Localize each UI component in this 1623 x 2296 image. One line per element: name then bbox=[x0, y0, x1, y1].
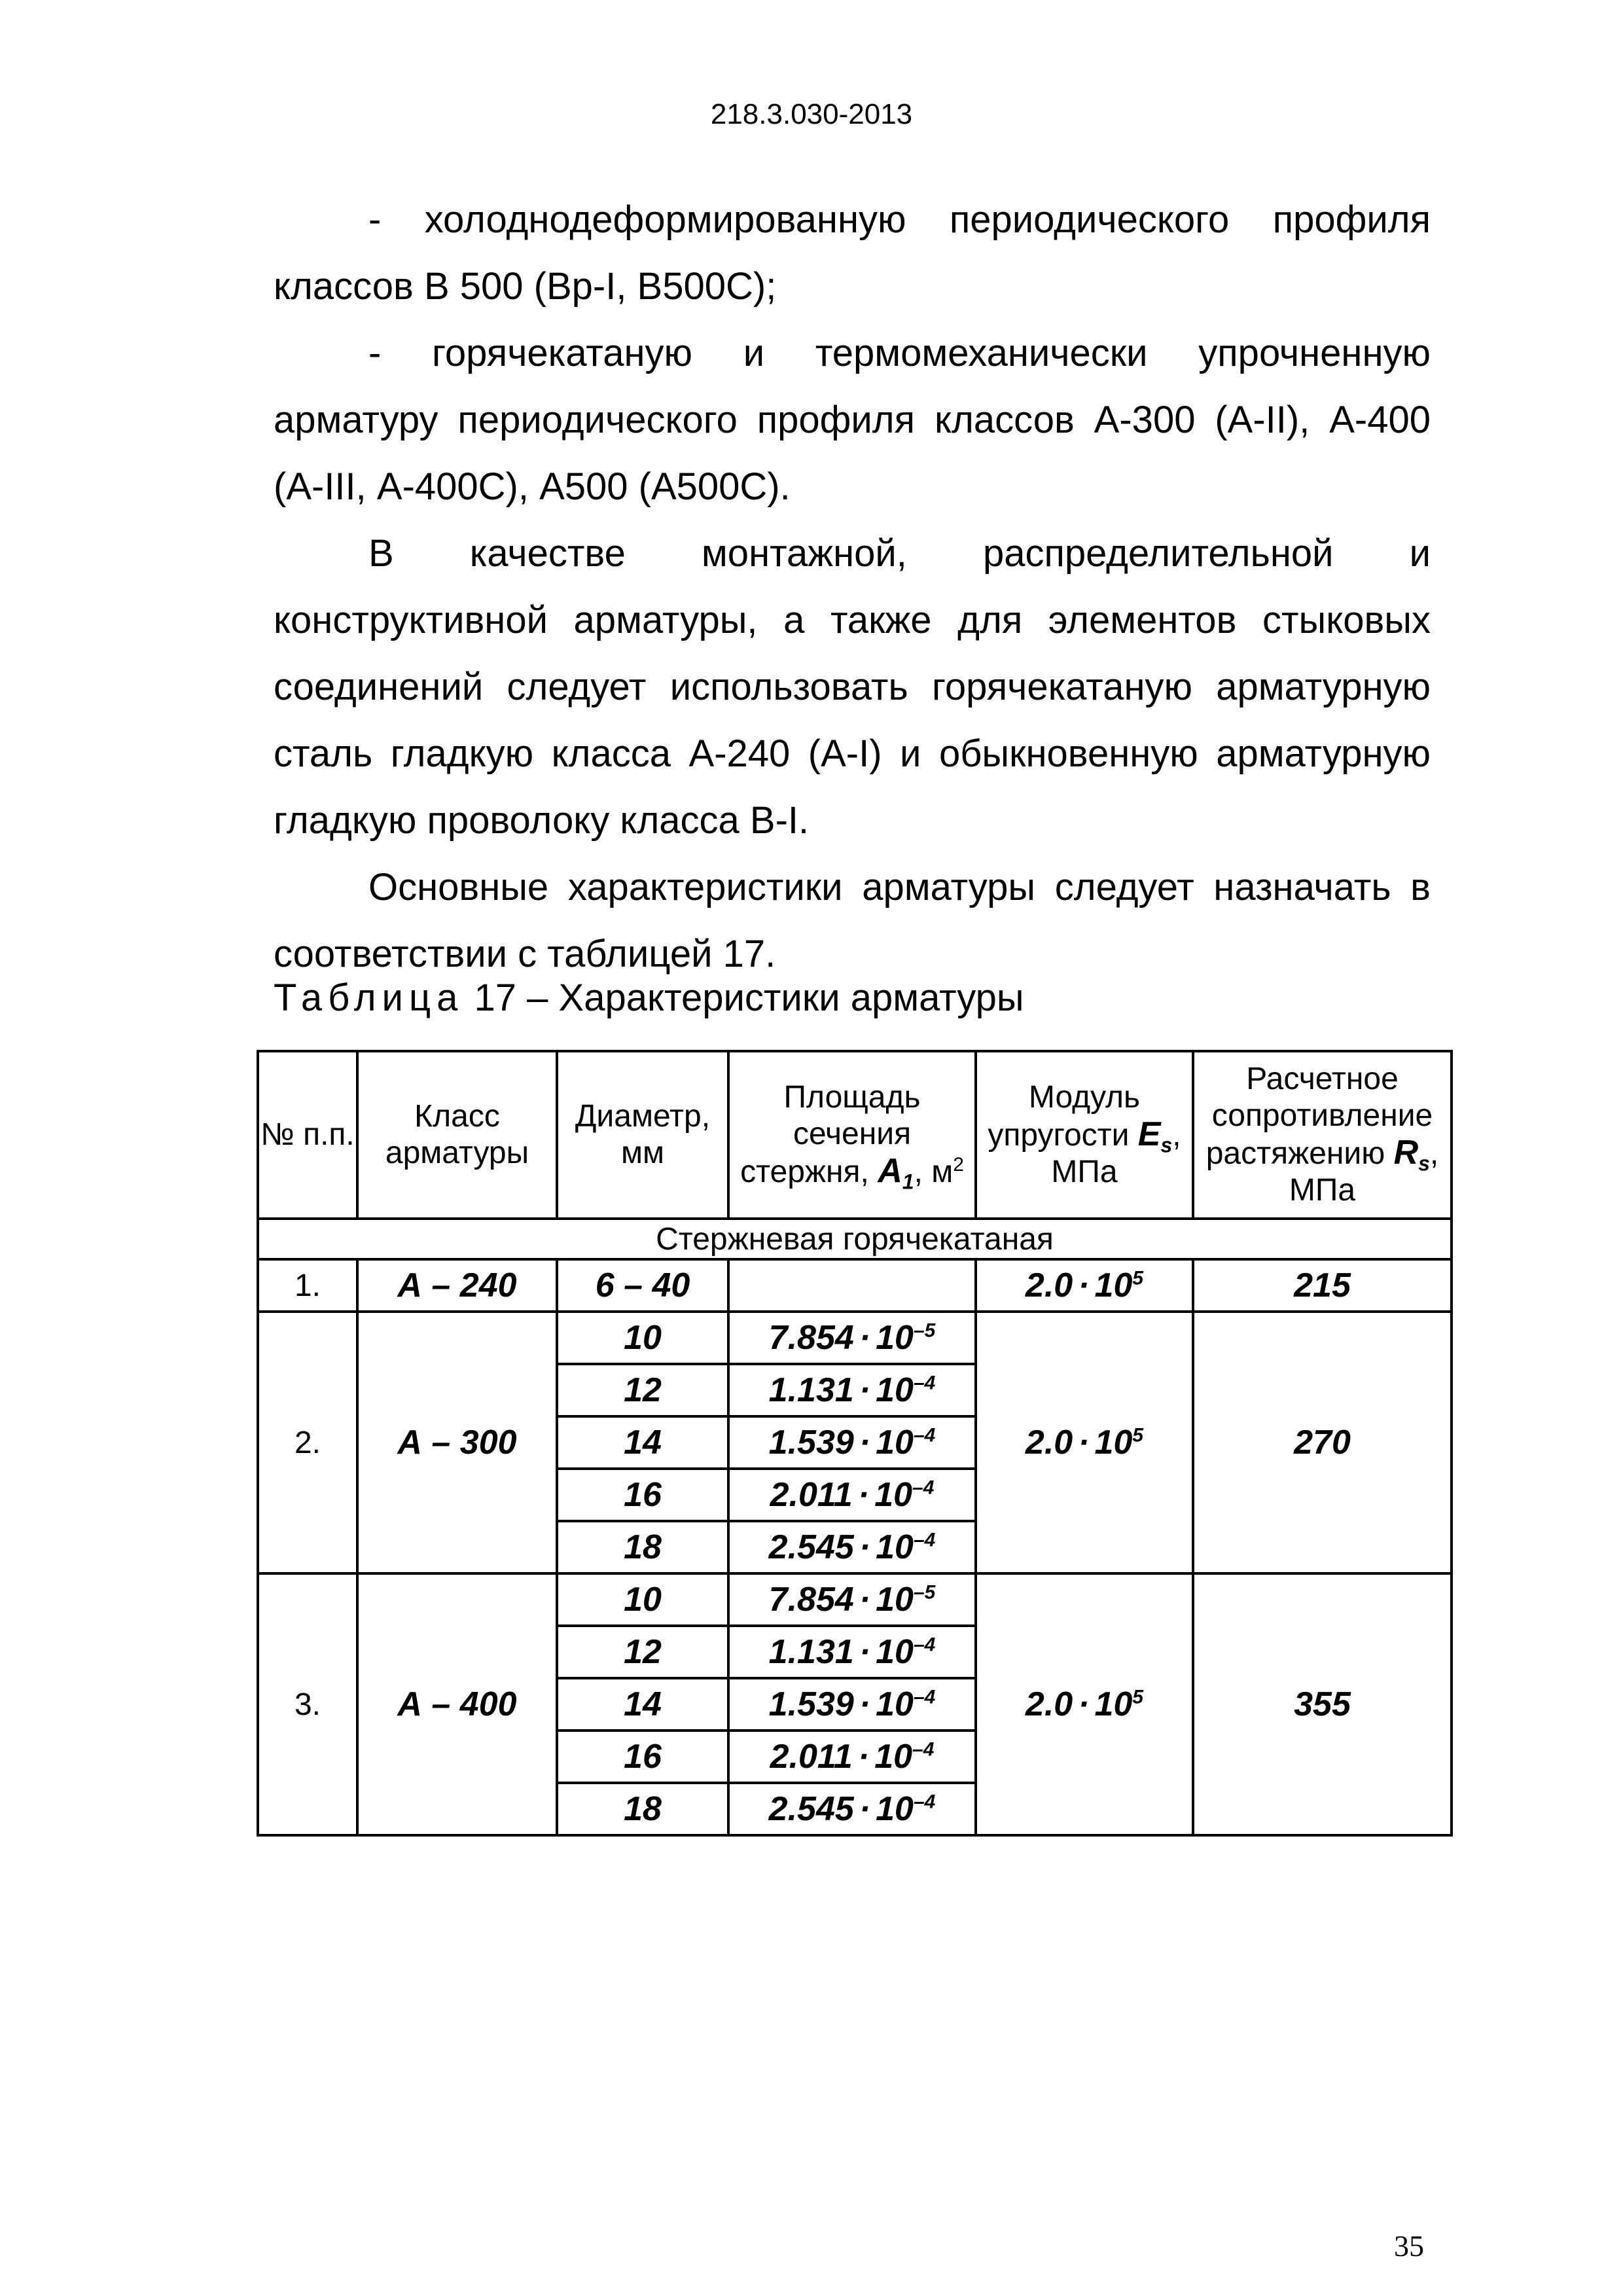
header-class: Класс арматуры bbox=[357, 1051, 557, 1219]
table-caption bbox=[274, 975, 1024, 1021]
table-caption-title: 17 – Характеристики арматуры bbox=[474, 977, 1024, 1019]
cell-diameter: 18 bbox=[557, 1521, 728, 1573]
header-num: № п.п. bbox=[258, 1051, 357, 1219]
cell-resistance: 355 bbox=[1193, 1573, 1452, 1835]
power-expression: $2.011 \cdot 10^{-4}$ bbox=[770, 1738, 935, 1776]
cell-diameter: 12 bbox=[557, 1626, 728, 1678]
section-label: Стержневая горячекатаная bbox=[258, 1219, 1452, 1259]
table-row bbox=[258, 1573, 1452, 1626]
cell-diameter: 14 bbox=[557, 1678, 728, 1731]
table-caption-label: Таблица bbox=[274, 977, 464, 1019]
cell-diameter: 18 bbox=[557, 1783, 728, 1835]
power-expression: $2.0 \cdot 10^5$ bbox=[1025, 1266, 1144, 1304]
cell-class: А – 300 bbox=[357, 1312, 557, 1573]
cell-area bbox=[728, 1678, 976, 1731]
power-expression: $2.545 \cdot 10^{-4}$ bbox=[768, 1790, 936, 1828]
cell-class: А – 240 bbox=[357, 1259, 557, 1312]
paragraph-hot-rolled: - горячекатаную и термомеханически упрочненную арматуру периодического профиля классов А-300 (А-II), А-400 (А-III, А-400С), А500 (А500С). bbox=[274, 332, 1431, 508]
cell-num: 1. bbox=[258, 1259, 357, 1312]
cell-diameter: 14 bbox=[557, 1416, 728, 1469]
paragraph-cold-deformed: - холоднодеформированную периодического профиля классов В 500 (Вр-I, В500С); bbox=[274, 198, 1431, 308]
power-expression: $2.545 \cdot 10^{-4}$ bbox=[768, 1528, 936, 1566]
power-expression: $7.854 \cdot 10^{-5}$ bbox=[768, 1319, 936, 1357]
table-header-row bbox=[258, 1051, 1452, 1219]
power-expression: $1.131 \cdot 10^{-4}$ bbox=[768, 1633, 936, 1671]
power-expression: $2.011 \cdot 10^{-4}$ bbox=[770, 1476, 935, 1514]
table-row bbox=[258, 1312, 1452, 1364]
power-expression: $1.539 \cdot 10^{-4}$ bbox=[768, 1424, 936, 1462]
cell-num: 2. bbox=[258, 1312, 357, 1573]
paragraph-characteristics: Основные характеристики арматуры следует назначать в соответствии с таблицей 17. bbox=[274, 866, 1431, 975]
cell-diameter: 12 bbox=[557, 1364, 728, 1416]
cell-modulus bbox=[976, 1312, 1193, 1573]
body-text bbox=[274, 187, 1431, 988]
cell-modulus bbox=[976, 1259, 1193, 1312]
power-expression: $2.0 \cdot 10^5$ bbox=[1025, 1685, 1144, 1723]
power-expression: $2.0 \cdot 10^5$ bbox=[1025, 1424, 1144, 1462]
table-row bbox=[258, 1259, 1452, 1312]
cell-area bbox=[728, 1626, 976, 1678]
header-area: Площадь сечения стержня, $A_1$, $м^2$ bbox=[728, 1051, 976, 1219]
cell-area bbox=[728, 1573, 976, 1626]
cell-resistance: 270 bbox=[1193, 1312, 1452, 1573]
document-code: 218.3.030-2013 bbox=[710, 98, 913, 130]
page-number: 35 bbox=[1394, 2229, 1424, 2263]
cell-resistance: 215 bbox=[1193, 1259, 1452, 1312]
cell-modulus bbox=[976, 1573, 1193, 1835]
header-modulus: Модуль упругости $E_s$, МПа bbox=[976, 1051, 1193, 1219]
cell-diameter: 16 bbox=[557, 1469, 728, 1521]
cell-area bbox=[728, 1783, 976, 1835]
cell-area bbox=[728, 1416, 976, 1469]
cell-num: 3. bbox=[258, 1573, 357, 1835]
power-expression: $7.854 \cdot 10^{-5}$ bbox=[768, 1581, 936, 1619]
cell-area bbox=[728, 1469, 976, 1521]
cell-diameter: 16 bbox=[557, 1731, 728, 1783]
armature-table bbox=[257, 1050, 1453, 1837]
cell-area bbox=[728, 1364, 976, 1416]
cell-area bbox=[728, 1259, 976, 1312]
cell-area bbox=[728, 1731, 976, 1783]
power-expression: $1.131 \cdot 10^{-4}$ bbox=[768, 1371, 936, 1409]
power-expression: $1.539 \cdot 10^{-4}$ bbox=[768, 1685, 936, 1723]
cell-diameter: 10 bbox=[557, 1312, 728, 1364]
cell-area bbox=[728, 1312, 976, 1364]
header-resistance: Расчетное сопротивление растяжению $R_s$, МПа bbox=[1193, 1051, 1452, 1219]
paragraph-mounting: В качестве монтажной, распределительной и конструктивной арматуры, а также для элементов стыковых соединений следует использовать горячекатаную арматурную сталь гладкую класса А-240 (А-I) и обыкновенную арматурную гладкую проволоку класса В-I. bbox=[274, 532, 1431, 842]
cell-diameter: 6 – 40 bbox=[557, 1259, 728, 1312]
header-diameter: Диаметр, мм bbox=[557, 1051, 728, 1219]
cell-diameter: 10 bbox=[557, 1573, 728, 1626]
cell-area bbox=[728, 1521, 976, 1573]
cell-class: А – 400 bbox=[357, 1573, 557, 1835]
section-row bbox=[258, 1219, 1452, 1259]
